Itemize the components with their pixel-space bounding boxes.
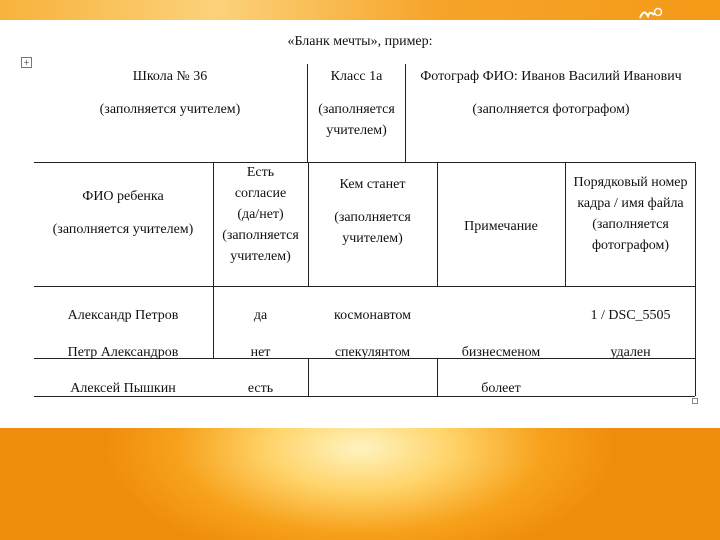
page-title: «Бланк мечты», пример: — [287, 34, 433, 49]
col-consent-line: Есть — [246, 165, 275, 180]
col-consent-line: согласие — [234, 186, 287, 201]
col-consent-line: (да/нет) — [237, 207, 284, 222]
col-header-name — [34, 186, 212, 240]
col-frame-line: (заполняется — [592, 217, 669, 232]
col-header-frame — [566, 172, 695, 256]
cell-dream: космонавтом — [333, 308, 411, 323]
cell-note: болеет — [481, 381, 521, 396]
col-dream-line: (заполняется — [334, 210, 411, 225]
school-label: Школа № 36 — [132, 69, 208, 84]
class-note-line1: (заполняется — [318, 102, 395, 117]
col-name-note: (заполняется учителем) — [52, 222, 194, 237]
col-header-note — [438, 216, 564, 237]
col-consent-line: (заполняется — [222, 228, 299, 243]
col-name-label: ФИО ребенка — [82, 189, 164, 204]
school-note: (заполняется учителем) — [99, 102, 241, 117]
cell-consent: нет — [250, 345, 271, 360]
col-header-consent — [214, 162, 307, 267]
col-header-dream — [309, 174, 436, 249]
table-border — [34, 162, 695, 163]
col-frame-line: кадра / имя файла — [577, 196, 684, 211]
col-dream-label: Кем станет — [339, 177, 406, 192]
table-border — [34, 286, 695, 287]
cell-name: Петр Александров — [67, 345, 179, 360]
class-cell — [309, 66, 404, 141]
col-note-label: Примечание — [464, 219, 538, 234]
table-move-handle-icon[interactable]: + — [21, 57, 32, 68]
school-cell — [80, 66, 260, 120]
cell-frame: 1 / DSC_5505 — [590, 308, 671, 323]
class-note-line2: учителем) — [326, 123, 387, 138]
col-dream-line: учителем) — [342, 231, 403, 246]
class-label: Класс 1а — [330, 69, 383, 84]
col-frame-line: Порядковый номер — [573, 175, 688, 190]
cell-consent: да — [253, 308, 268, 323]
background-bottom — [0, 428, 720, 540]
cell-frame: удален — [610, 345, 651, 360]
table-resize-handle[interactable] — [692, 398, 698, 404]
cell-name: Алексей Пышкин — [70, 381, 176, 396]
photographer-note: (заполняется фотографом) — [472, 102, 630, 117]
cell-note: бизнесменом — [461, 345, 541, 360]
col-consent-line: учителем) — [230, 249, 291, 264]
table-border — [695, 162, 696, 396]
photographer-label: Фотограф ФИО: Иванов Василий Иванович — [420, 69, 682, 84]
background-top — [0, 0, 720, 20]
table-border — [308, 358, 309, 396]
document-sheet — [0, 20, 720, 428]
col-frame-line: фотографом) — [591, 238, 670, 253]
cell-name: Александр Петров — [67, 308, 179, 323]
photographer-cell — [407, 66, 695, 120]
table-border — [405, 64, 406, 162]
cell-consent: есть — [247, 381, 274, 396]
table-border — [307, 64, 308, 162]
cell-dream: спекулянтом — [334, 345, 411, 360]
